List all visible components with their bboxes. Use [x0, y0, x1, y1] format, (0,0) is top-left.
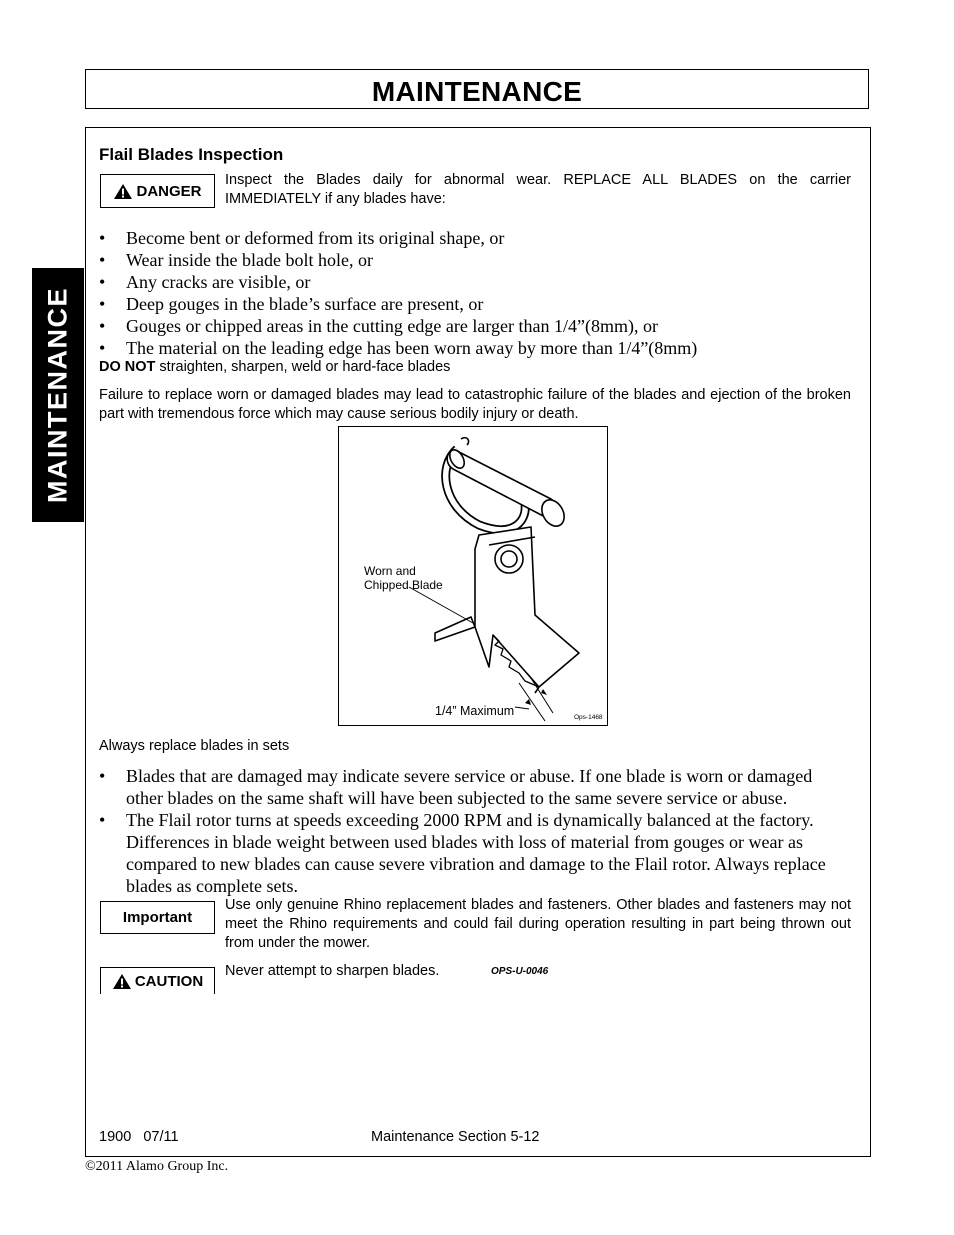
- page-title: MAINTENANCE: [371, 76, 583, 107]
- do-not-line: [99, 358, 859, 377]
- list-item: • Wear inside the blade bolt hole, or: [99, 249, 859, 271]
- important-sign: [100, 901, 215, 934]
- danger-text: Inspect the Blades daily for abnormal wear. REPLACE ALL BLADES on the carrier IMMEDIATELY if any blades have:: [225, 172, 851, 207]
- caution-label: CAUTION: [134, 972, 204, 990]
- figure-label-max: 1/4” Maximum: [435, 704, 515, 718]
- footer-copyright: ©2011 Alamo Group Inc.: [85, 1159, 229, 1174]
- footer-doc-number: 1900 07/11: [99, 1129, 179, 1145]
- important-text: Use only genuine Rhino replacement blades and fasteners. Other blades and fasteners may not meet the Rhino requirements and could fail during operation resulting in part being thrown out from under the mower.: [225, 897, 851, 951]
- do-not-bold: DO NOT: [99, 359, 156, 375]
- list-item: • Any cracks are visible, or: [99, 271, 859, 293]
- caution-text: Never attempt to sharpen blades.: [225, 963, 440, 979]
- danger-sign: [100, 174, 215, 208]
- warning-triangle-icon: [113, 183, 133, 200]
- do-not-rest: straighten, sharpen, weld or hard-face blades: [155, 359, 451, 375]
- inspection-criteria-list: [99, 227, 859, 359]
- list-item: • The material on the leading edge has been worn away by more than 1/4”(8mm): [99, 337, 859, 359]
- blade-illustration: [338, 426, 608, 726]
- figure-label-worn-line1: Worn and: [364, 564, 416, 578]
- section-title: Flail Blades Inspection: [99, 145, 284, 164]
- failure-warning-text: Failure to replace worn or damaged blades may lead to catastrophic failure of the blades and ejection of the broken part with tremendous force which may cause serious bodily injury or death.: [99, 387, 851, 422]
- footer-section: Maintenance Section 5-12: [371, 1129, 540, 1145]
- list-item: • Deep gouges in the blade’s surface are present, or: [99, 293, 859, 315]
- list-item: • Blades that are damaged may indicate severe service or abuse. If one blade is worn or damaged other blades on the same shaft will have been subjected to the same severe service or abuse.: [99, 765, 849, 809]
- side-tab-label: MAINTENANCE: [42, 287, 73, 503]
- important-label: Important: [122, 909, 193, 926]
- list-item: • The Flail rotor turns at speeds exceeding 2000 RPM and is dynamically balanced at the factory. Differences in blade weight between used blades with loss of material from gouges or wear as compared to new blades can cause severe vibration and damage to the Flail rotor. Always replace blades as complete sets.: [99, 809, 849, 897]
- danger-label: DANGER: [136, 182, 202, 200]
- figure-label-worn: [364, 564, 443, 592]
- figure-ref: Ops-1468: [574, 714, 603, 721]
- warning-triangle-icon: [112, 973, 132, 990]
- blade-set-list: [99, 765, 849, 897]
- caution-code: OPS-U-0046: [491, 966, 549, 977]
- list-item: • Gouges or chipped areas in the cutting edge are larger than 1/4”(8mm), or: [99, 315, 859, 337]
- figure-caption: Always replace blades in sets: [99, 738, 290, 754]
- list-item: • Become bent or deformed from its original shape, or: [99, 227, 859, 249]
- figure-label-worn-line2: Chipped Blade: [364, 578, 443, 592]
- side-section-tab: [32, 268, 84, 522]
- header-box: [85, 69, 869, 109]
- caution-sign: [100, 967, 215, 994]
